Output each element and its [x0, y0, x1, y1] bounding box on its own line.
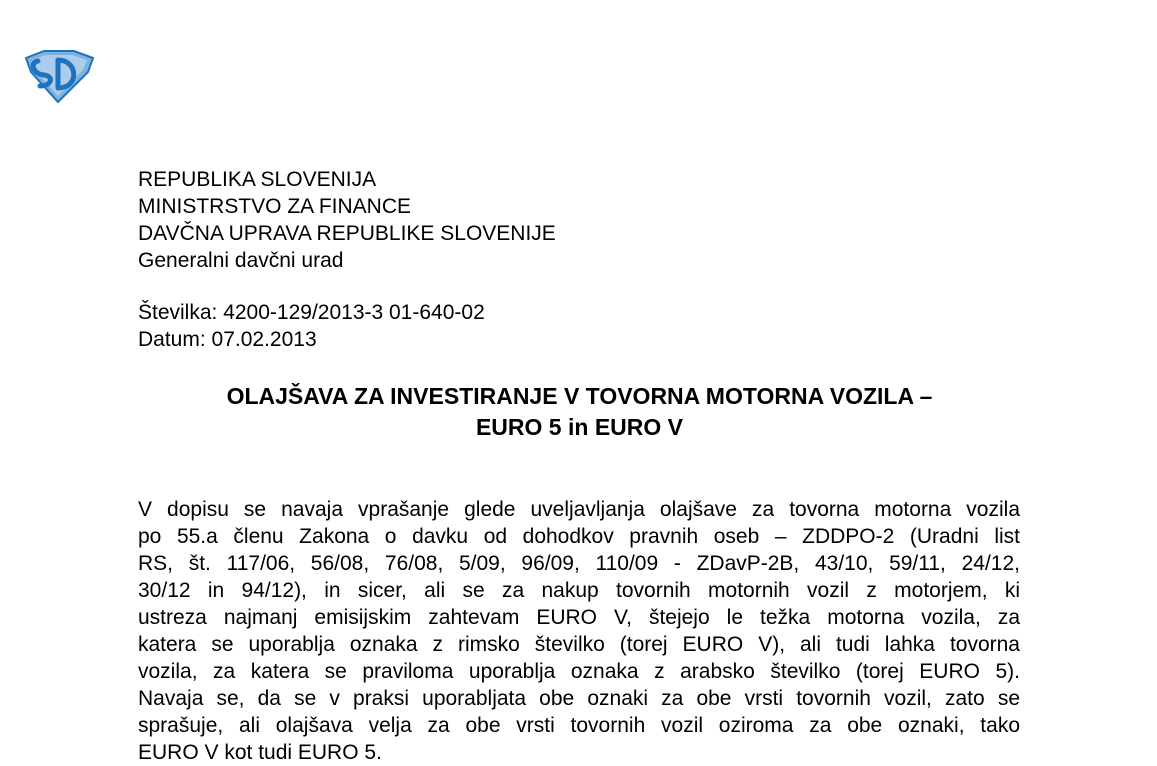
body-line: RS, št. 117/06, 56/08, 76/08, 5/09, 96/09, 110/09 - ZDavP-2B, 43/10, 59/11, 24/12, — [138, 552, 1020, 575]
body-line: ustreza najmanj emisijskim zahtevam EURO V, štejejo le težka motorna vozila, za — [138, 606, 1020, 629]
fu-logo — [22, 48, 96, 104]
body-line: V dopisu se navaja vprašanje glede uveljavljanja olajšave za tovorna motorna vozila — [138, 498, 1020, 521]
document-reference — [138, 299, 485, 353]
document-date: Datum: 07.02.2013 — [138, 328, 317, 351]
body-line: katera se uporablja oznaka z rimsko številko (torej EURO V), ali tudi lahka tovorna — [138, 633, 1020, 656]
body-line: Navaja se, da se v praksi uporabljata obe oznaki za obe vrsti tovornih vozil, zato se — [138, 687, 1020, 710]
header-line-office: Generalni davčni urad — [138, 249, 344, 272]
body-paragraph — [138, 496, 1020, 766]
header-line-tax-administration: DAVČNA UPRAVA REPUBLIKE SLOVENIJE — [138, 222, 556, 245]
document-number: Številka: 4200-129/2013-3 01-640-02 — [138, 301, 485, 324]
institution-header — [138, 166, 556, 274]
header-line-republic: REPUBLIKA SLOVENIJA — [138, 168, 377, 191]
body-line: vozila, za katera se praviloma uporablja oznaka z arabsko številko (torej EURO 5). — [138, 660, 1020, 683]
body-line: sprašuje, ali olajšava velja za obe vrsti tovornih vozil oziroma za obe oznaki, tako — [138, 714, 1020, 737]
title-line-1: OLAJŠAVA ZA INVESTIRANJE V TOVORNA MOTORNA VOZILA – — [226, 383, 933, 409]
body-line: EURO V kot tudi EURO 5. — [138, 741, 382, 764]
body-line: 30/12 in 94/12), in sicer, ali se za nakup tovornih motornih vozil z motorjem, ki — [138, 579, 1020, 602]
header-line-ministry: MINISTRSTVO ZA FINANCE — [138, 195, 412, 218]
fu-shield-logo-icon — [22, 48, 96, 104]
body-line: po 55.a členu Zakona o davku od dohodkov pravnih oseb – ZDDPO-2 (Uradni list — [138, 525, 1020, 548]
document-title — [138, 381, 1021, 443]
title-line-2: EURO 5 in EURO V — [475, 414, 684, 440]
